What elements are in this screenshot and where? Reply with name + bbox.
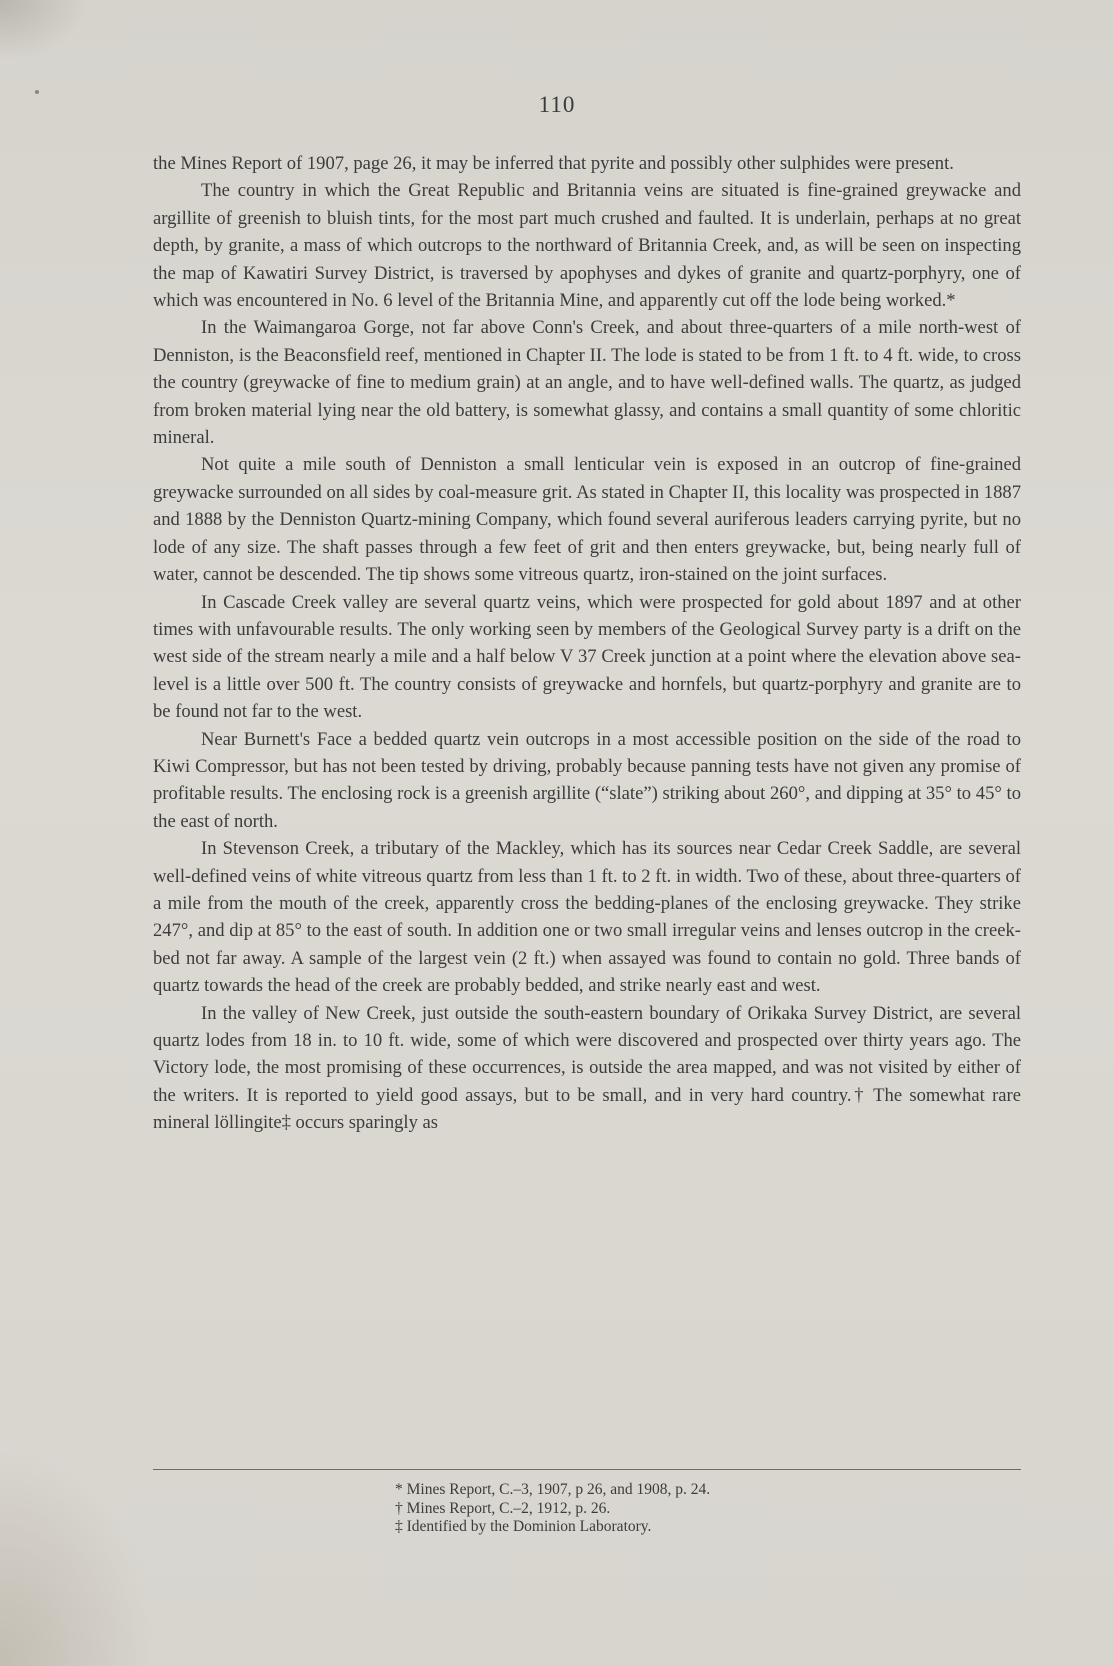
paragraph-denniston: Not quite a mile south of Denniston a small lenticular vein is exposed in an outcrop of fine-grained greywacke surrounded on all sides by coal-measure grit. As stated in Chapter II, this locality was prospected in 1887 and 1888 by the Denniston Quartz-mining Company, which found several auriferous leaders carrying pyrite, but no lode of any size. The shaft passes through a few feet of grit and then enters greywacke, but, being nearly full of water, cannot be descended. The tip shows some vitreous quartz, iron-stained on the joint surfaces. <box>153 454 1021 586</box>
paragraph-waimangaroa-gorge: In the Waimangaroa Gorge, not far above Conn's Creek, and about three-quarters of a mile north-west of Denniston, is the Beaconsfield reef, mentioned in Chapter II. The lode is stated to be from 1 ft. to 4 ft. wide, to cross the country (greywacke of fine to medium grain) at an angle, and to have well-defined walls. The quartz, as judged from broken material lying near the old battery, is somewhat glassy, and contains a small quantity of some chloritic mineral. <box>153 317 1021 449</box>
paragraph-continuation: the Mines Report of 1907, page 26, it may be inferred that pyrite and possibly other sulphides were present. <box>153 153 954 174</box>
page-number: 110 <box>538 92 576 117</box>
paragraph-burnetts-face: Near Burnett's Face a bedded quartz vein outcrops in a most accessible position on the side of the road to Kiwi Compressor, but has not been tested by driving, probably because panning tests have not given any promise of profitable results. The enclosing rock is a greenish argillite (“slate”) striking about 260°, and dipping at 35° to 45° to the east of north. <box>153 728 1021 832</box>
body-text <box>153 150 1021 1137</box>
footnote-1: * Mines Report, C.–3, 1907, p 26, and 1908, p. 24. <box>395 1481 711 1498</box>
paragraph-stevenson-creek: In Stevenson Creek, a tributary of the Mackley, which has its sources near Cedar Creek Saddle, are several well-defined veins of white vitreous quartz from less than 1 ft. to 2 ft. in width. Two of these, about three-quarters of a mile from the mouth of the creek, apparently cross the bedding-planes of the enclosing greywacke. They strike 247°, and dip at 85° to the east of south. In addition one or two small irregular veins and lenses outcrop in the creek-bed not far away. A sample of the largest vein (2 ft.) when assayed was found to contain no gold. Three bands of quartz towards the head of the creek are probably bedded, and strike nearly east and west. <box>153 838 1021 997</box>
footnote-2: † Mines Report, C.–2, 1912, p. 26. <box>395 1499 611 1517</box>
paragraph-cascade-creek: In Cascade Creek valley are several quartz veins, which were prospected for gold about 1897 and at other times with unfavourable results. The only working seen by members of the Geological Survey party is a drift on the west side of the stream nearly a mile and a half below V 37 Creek junction at a point where the elevation above sea-level is a little over 500 ft. The country consists of greywacke and hornfels, but quartz-porphyry and granite are to be found not far to the west. <box>153 591 1021 723</box>
scan-shadow-top-left <box>0 0 90 60</box>
paragraph-new-creek: In the valley of New Creek, just outside the south-eastern boundary of Orikaka Survey District, are several quartz lodes from 18 in. to 10 ft. wide, some of which were discovered and prospected over thirty years ago. The Victory lode, the most promising of these occurrences, is outside the area mapped, and was not visited by either of the writers. It is reported to yield good assays, but to be small, and in very hard country.† The somewhat rare mineral löllingite‡ occurs sparingly as <box>153 1002 1021 1134</box>
scan-shadow-bottom-left <box>0 1446 160 1666</box>
footnote-divider <box>153 1469 1021 1470</box>
paragraph-great-republic-britannia: The country in which the Great Republic and Britannia veins are situated is fine-grained greywacke and argillite of greenish to bluish tints, for the most part much crushed and faulted. It is underlain, perhaps at no great depth, by granite, a mass of which outcrops to the northward of Britannia Creek, and, as will be seen on inspecting the map of Kawatiri Survey District, is traversed by apophyses and dykes of granite and quartz-porphyry, one of which was encountered in No. 6 level of the Britannia Mine, and apparently cut off the lode being worked.* <box>153 180 1021 312</box>
footnote-3: ‡ Identified by the Dominion Laboratory. <box>395 1518 652 1535</box>
footnotes <box>395 1481 710 1537</box>
